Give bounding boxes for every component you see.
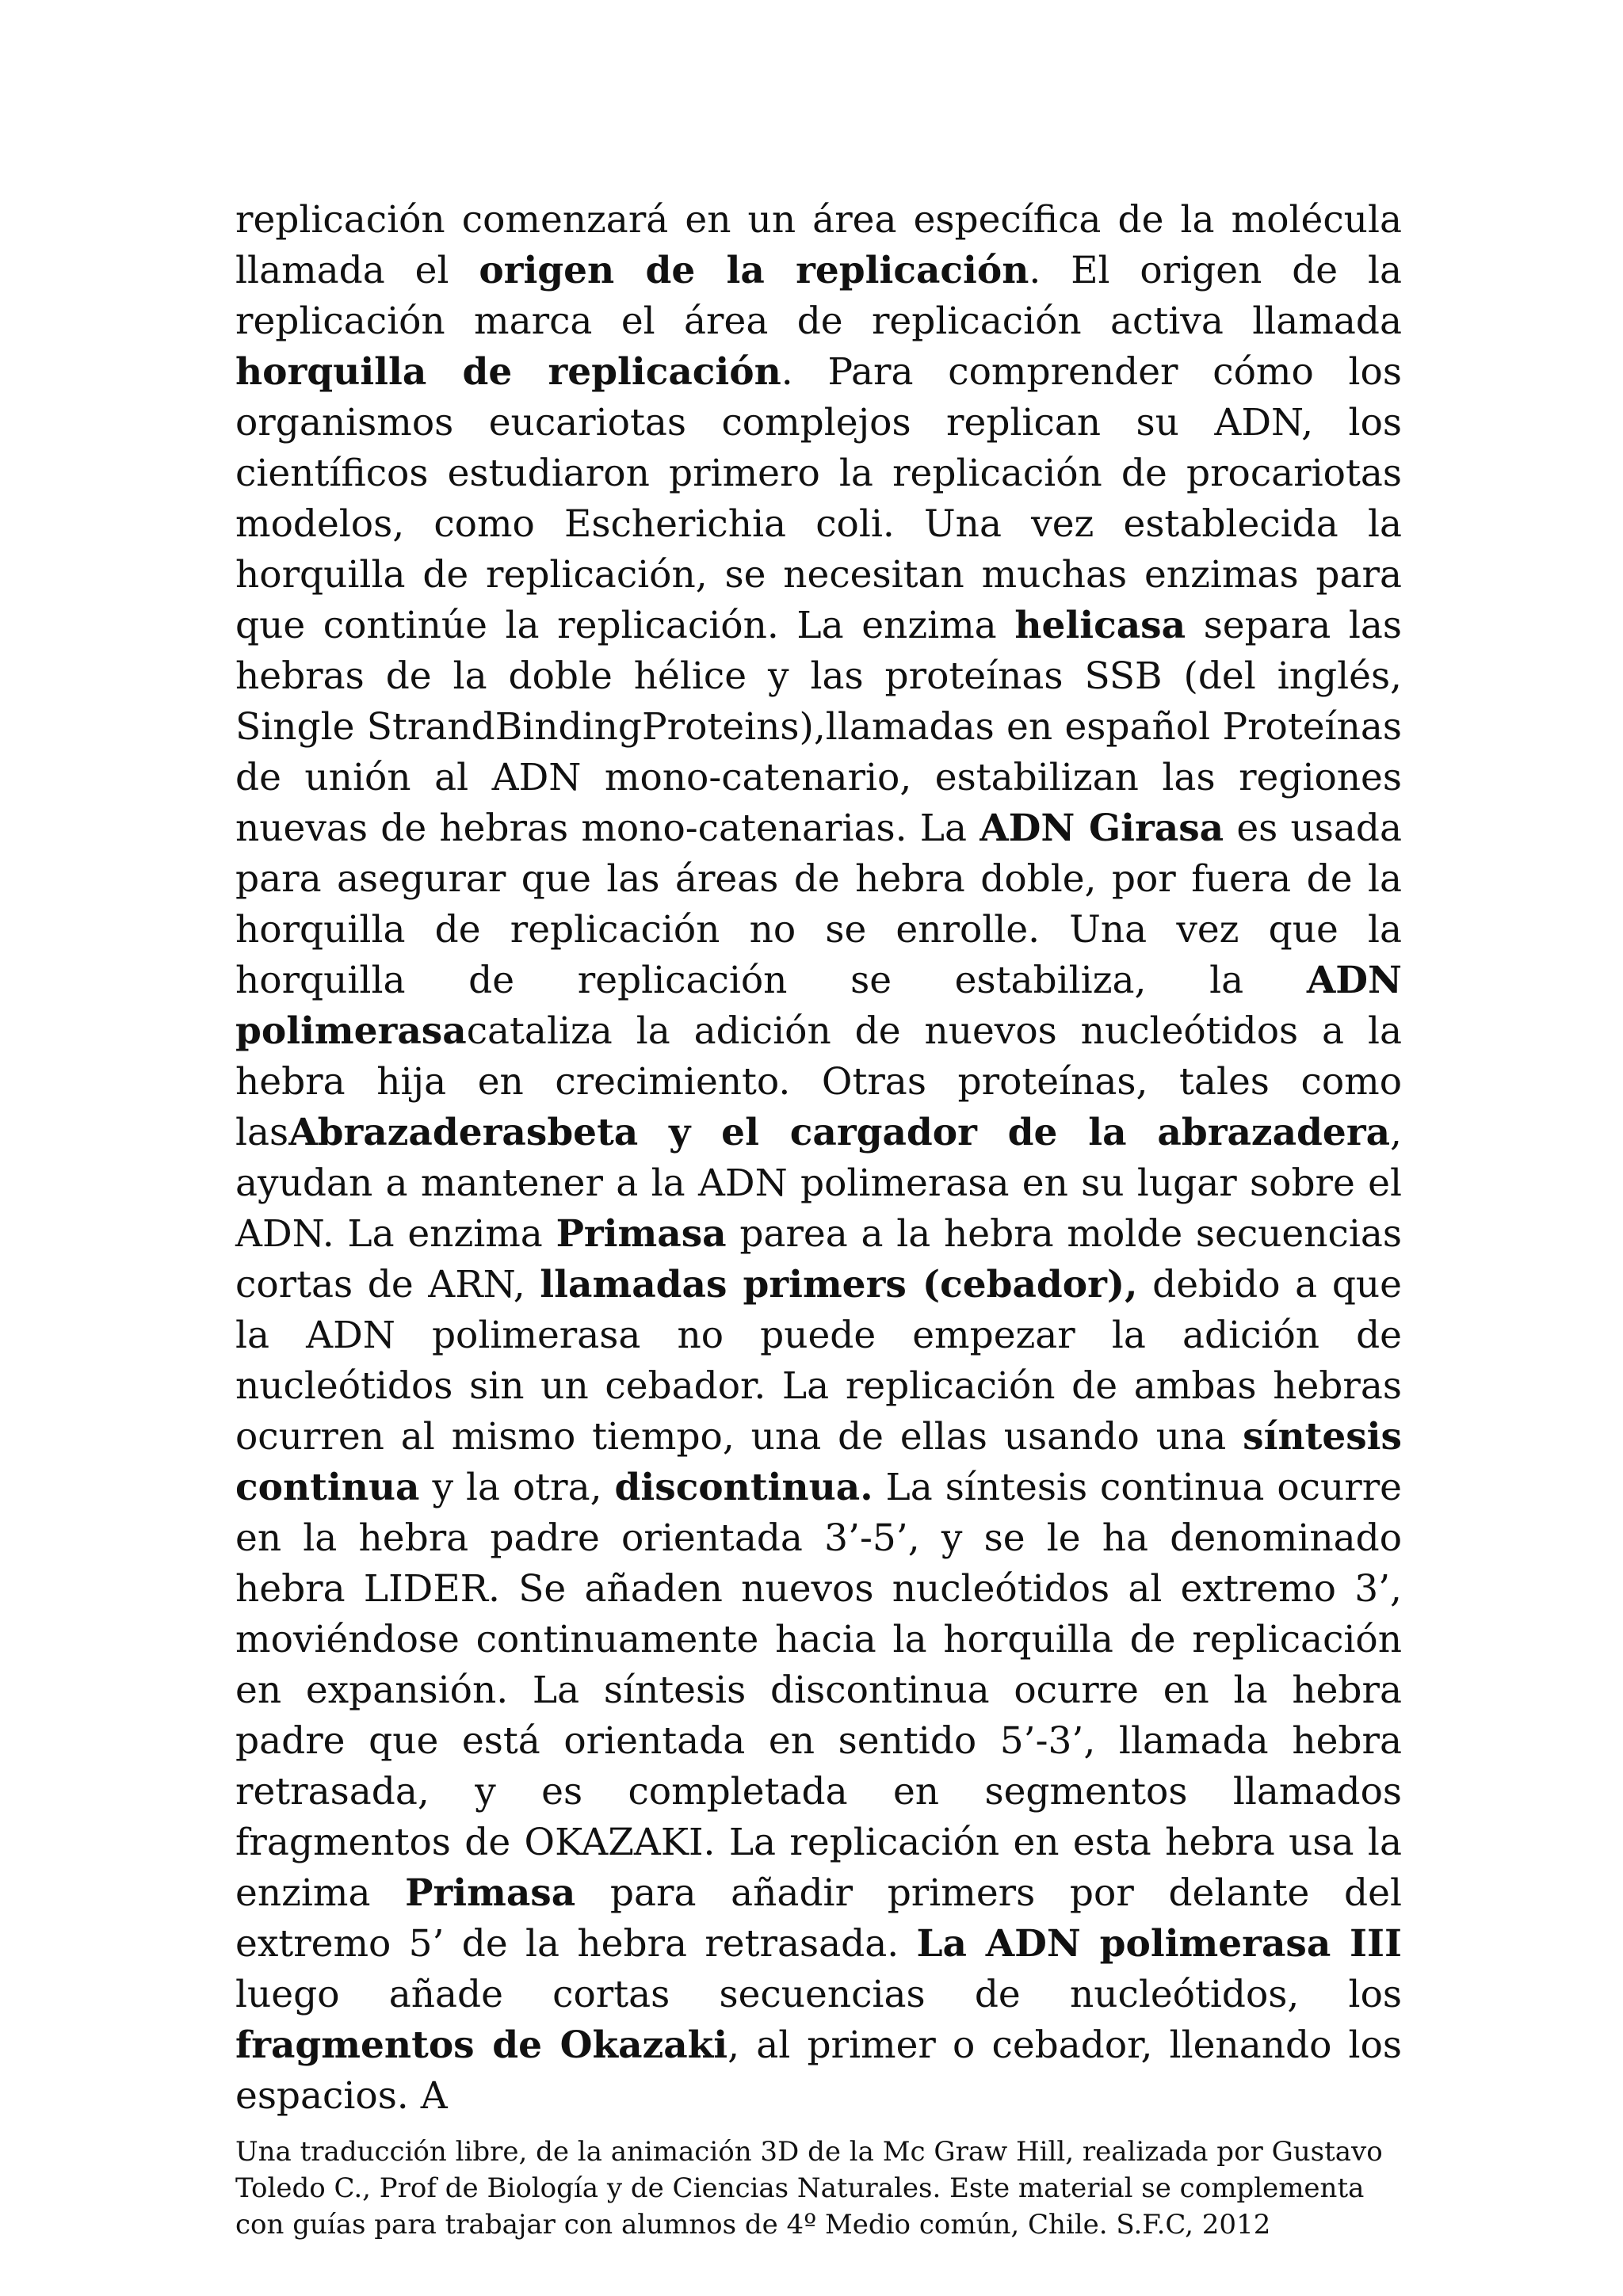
body-paragraph: [235, 195, 1402, 2122]
bold-term: llamadas primers (cebador),: [540, 1263, 1138, 1306]
footer-line-3: con guías para trabajar con alumnos de 4º Medio común, Chile. S.F.C, 2012: [235, 2209, 1271, 2241]
bold-term: ADN polimerasa: [235, 959, 1402, 1053]
bold-term: síntesis continua: [235, 1415, 1402, 1509]
text-run: . El origen de la replicación marca el área de replicación activa llamada: [235, 249, 1403, 343]
text-run: separa las hebras de la doble hélice y las proteínas SSB (del inglés, Single StrandBindingProteins),llamadas en español Proteínas de unión al ADN mono-catenario, estabilizan las regiones nuevas de hebras mono-catenarias. La: [235, 604, 1402, 850]
text-run: . Para comprender cómo los organismos eucariotas complejos replican su ADN, los científicos estudiaron primero la replicación de procariotas modelos, como Escherichia coli. Una vez establecida la horquilla de replicación, se necesitan muchas enzimas para que continúe la replicación. La enzima: [235, 350, 1402, 647]
text-run: La síntesis continua ocurre en la hebra padre orientada 3’-5’, y se le ha denominado hebra LIDER. Se añaden nuevos nucleótidos al extremo 3’, moviéndose continuamente hacia la horquilla de replicación en expansión. La síntesis discontinua ocurre en la hebra padre que está orientada en sentido 5’-3’, llamada hebra retrasada, y es completada en segmentos llamados fragmentos de OKAZAKI. La replicación en esta hebra usa la enzima: [235, 1466, 1402, 1915]
text-run: , ayudan a mantener a la ADN polimerasa en su lugar sobre el ADN. La enzima: [235, 1111, 1402, 1256]
bold-term: Primasa: [405, 1871, 576, 1915]
bold-term: helicasa: [1014, 604, 1186, 647]
bold-term: Primasa: [556, 1212, 727, 1256]
bold-term: discontinua.: [614, 1466, 873, 1509]
text-run: , al primer o cebador, llenando los espacios. A: [235, 2023, 1402, 2118]
text-run: para añadir primers por delante del extremo 5’ de la hebra retrasada.: [235, 1871, 1402, 1966]
text-run: parea a la hebra molde secuencias cortas de ARN,: [235, 1212, 1403, 1306]
bold-term: ADN Girasa: [980, 807, 1224, 850]
text-run: replicación comenzará en un área específica de la molécula llamada el: [235, 198, 1402, 292]
bold-term: horquilla de replicación: [235, 350, 781, 394]
text-run: luego añade cortas secuencias de nucleótidos, los: [235, 1973, 1402, 2016]
bold-term: La ADN polimerasa III: [916, 1922, 1402, 1966]
footer-note: [235, 2134, 1402, 2243]
text-run: debido a que la ADN polimerasa no puede empezar la adición de nucleótidos sin un cebador. La replicación de ambas hebras ocurren al mismo tiempo, una de ellas usando una: [235, 1263, 1402, 1459]
text-run: y la otra,: [419, 1466, 615, 1509]
text-run: es usada para asegurar que las áreas de hebra doble, por fuera de la horquilla de replicación no se enrolle. Una vez que la horquilla de replicación se estabiliza, la: [235, 807, 1402, 1002]
text-run: cataliza la adición de nuevos nucleótidos a la hebra hija en crecimiento. Otras proteínas, tales como las: [235, 1009, 1402, 1154]
bold-term: fragmentos de Okazaki: [235, 2023, 728, 2067]
bold-term: origen de la replicación: [479, 249, 1029, 292]
footer-line-2: Toledo C., Prof de Biología y de Ciencias Naturales. Este material se complementa: [235, 2172, 1365, 2204]
bold-term: Abrazaderasbeta y el cargador de la abrazadera: [288, 1111, 1391, 1154]
footer-line-1: Una traducción libre, de la animación 3D de la Mc Graw Hill, realizada por Gustavo: [235, 2136, 1383, 2168]
